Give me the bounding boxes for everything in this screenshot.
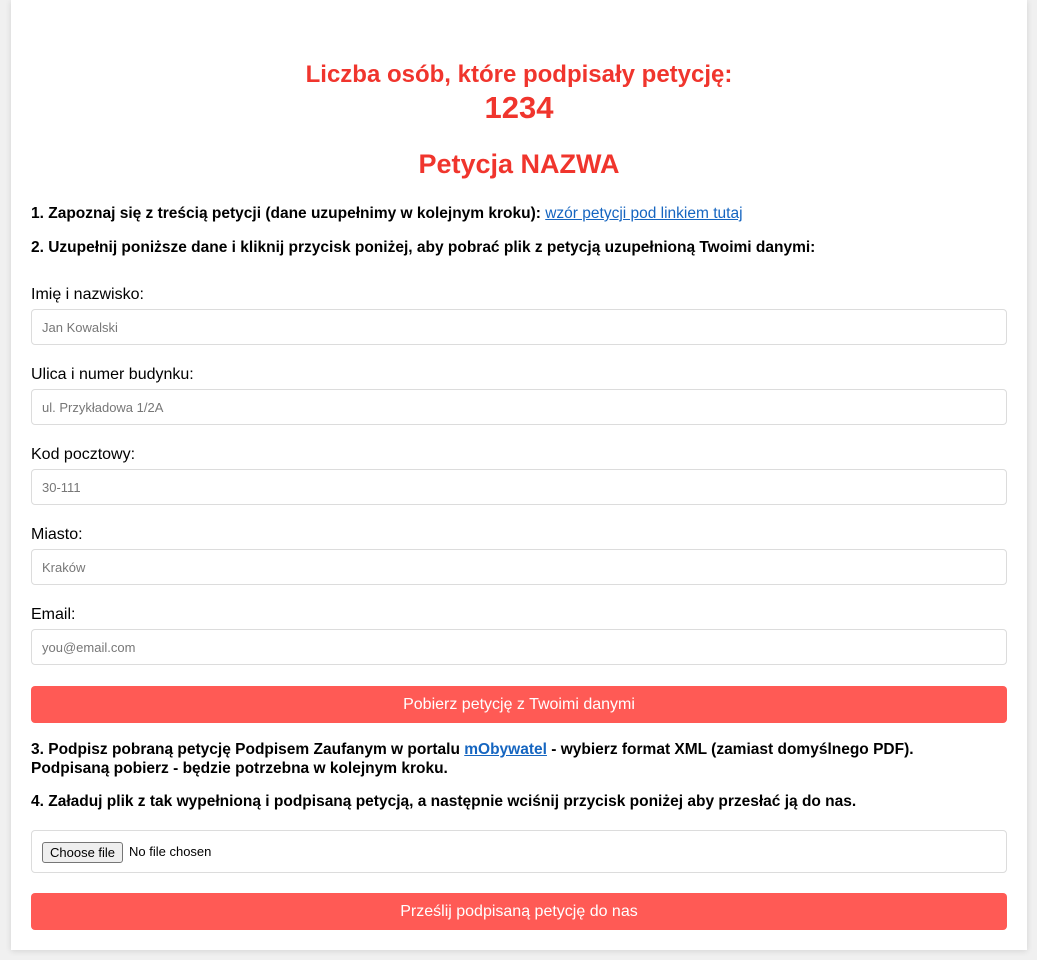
city-label: Miasto: — [31, 526, 83, 543]
street-label: Ulica i numer budynku: — [31, 366, 194, 383]
choose-file-button[interactable]: Choose file — [42, 842, 123, 863]
step-3 — [31, 740, 1007, 778]
street-input[interactable] — [31, 389, 1007, 425]
submit-petition-button[interactable]: Prześlij podpisaną petycję do nas — [31, 893, 1007, 930]
mobywatel-link[interactable]: mObywatel — [464, 741, 547, 758]
signature-counter-label: Liczba osób, które podpisały petycję: — [305, 61, 733, 88]
city-input[interactable] — [31, 549, 1007, 585]
petition-card — [11, 0, 1027, 950]
step-3-text-after: - wybierz format XML (zamiast domyślnego PDF). — [551, 741, 914, 758]
step-4 — [31, 792, 1007, 811]
file-upload-field — [31, 830, 1007, 873]
step-3-text: 3. Podpisz pobraną petycję Podpisem Zaufanym w portalu — [31, 741, 460, 758]
step-4-text: 4. Załaduj plik z tak wypełnioną i podpisaną petycją, a następnie wciśnij przycisk poniżej aby przesłać ją do nas. — [31, 793, 857, 810]
email-label: Email: — [31, 606, 76, 623]
name-input[interactable] — [31, 309, 1007, 345]
download-petition-button[interactable]: Pobierz petycję z Twoimi danymi — [31, 686, 1007, 723]
step-1-text: 1. Zapoznaj się z treścią petycji (dane uzupełnimy w kolejnym kroku): — [31, 205, 541, 222]
step-2 — [31, 238, 1007, 257]
postal-code-label: Kod pocztowy: — [31, 446, 136, 463]
postal-code-input[interactable] — [31, 469, 1007, 505]
step-2-text: 2. Uzupełnij poniższe dane i kliknij przycisk poniżej, aby pobrać plik z petycją uzupełnioną Twoimi danymi: — [31, 239, 816, 256]
name-label: Imię i nazwisko: — [31, 286, 144, 303]
step-1 — [31, 204, 1007, 223]
file-status-text: No file chosen — [129, 844, 212, 859]
page-title: Petycja NAZWA — [418, 149, 620, 179]
email-input[interactable] — [31, 629, 1007, 665]
petition-template-link[interactable]: wzór petycji pod linkiem tutaj — [545, 205, 743, 222]
step-3-line-2: Podpisaną pobierz - będzie potrzebna w kolejnym kroku. — [31, 760, 448, 777]
signature-counter-value: 1234 — [484, 90, 554, 125]
